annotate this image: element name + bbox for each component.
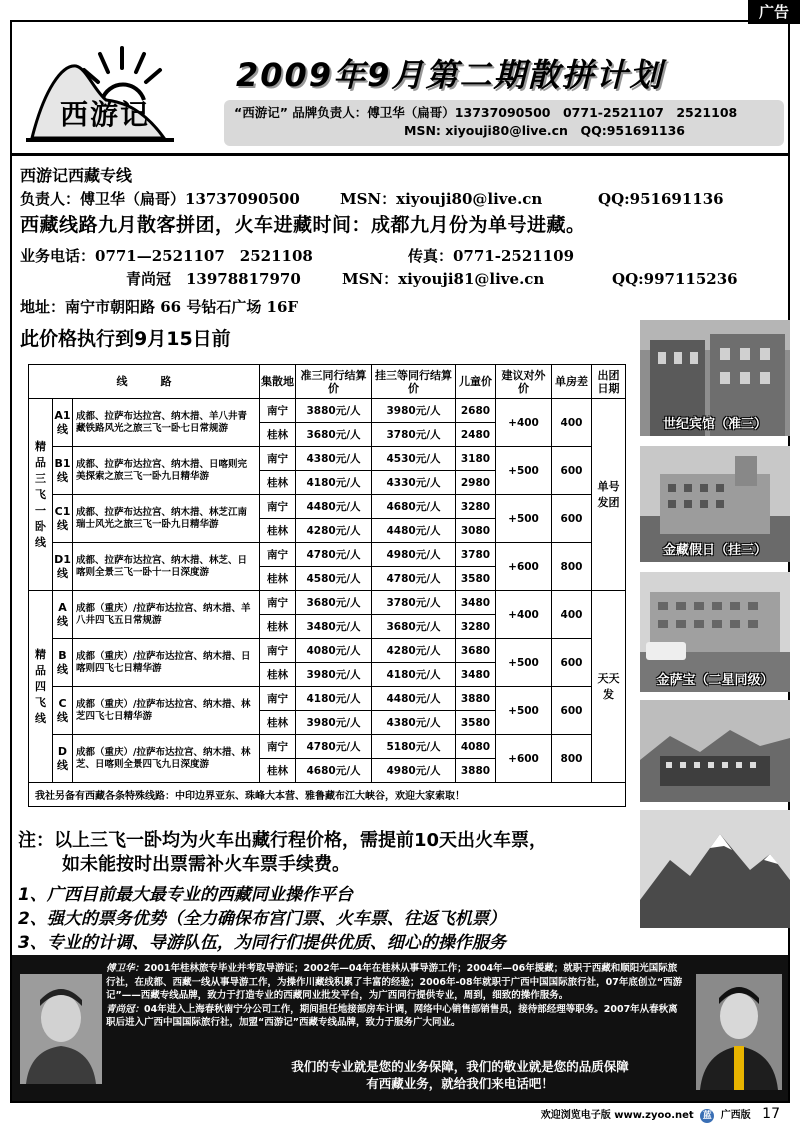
- photo-hotel-3: [640, 572, 790, 692]
- brand-contact-line1: 品牌负责人：傅卫华（扁哥）13737090500 0771-2521107 2521108: [292, 105, 738, 120]
- departure-city: 南宁: [260, 399, 296, 423]
- table-row: [29, 735, 626, 759]
- price-3star: 4680元/人: [296, 759, 372, 783]
- price-child: 3080: [456, 519, 496, 543]
- page-number: 17: [762, 1106, 780, 1122]
- price-3star: 3680元/人: [296, 591, 372, 615]
- table-row: [29, 447, 626, 471]
- price-3star-listed: 3980元/人: [372, 399, 456, 423]
- price-3star: 4480元/人: [296, 495, 372, 519]
- price-3star: 4780元/人: [296, 543, 372, 567]
- snow-mountain-image: [640, 810, 790, 928]
- departure-city: 桂林: [260, 471, 296, 495]
- price-3star-listed: 4530元/人: [372, 447, 456, 471]
- table-row: [29, 543, 626, 567]
- price-child: 2680: [456, 399, 496, 423]
- departure-schedule: 天天发: [592, 591, 626, 783]
- route-code: C1线: [53, 495, 73, 543]
- avatar-fu-weihua: [20, 974, 102, 1084]
- table-row: [29, 687, 626, 711]
- table-row: [29, 399, 626, 423]
- photo-caption-1: 世纪宾馆（准三）: [662, 417, 767, 432]
- logo-text: 西游记: [60, 98, 151, 131]
- price-3star-listed: 4480元/人: [372, 687, 456, 711]
- contact-msn: MSN：xiyouji80@live.cn: [340, 190, 543, 208]
- contact-msn-2: MSN：xiyouji81@live.cn: [342, 270, 545, 288]
- col-price-3-listed: 挂三等同行结算价: [372, 365, 456, 399]
- single-room-supplement: 800: [552, 735, 592, 783]
- price-3star: 4380元/人: [296, 447, 372, 471]
- single-room-supplement: 600: [552, 687, 592, 735]
- route-code: B1线: [53, 447, 73, 495]
- suggested-price: +500: [496, 687, 552, 735]
- price-3star-listed: 4180元/人: [372, 663, 456, 687]
- table-footnote-row: [29, 783, 626, 807]
- price-child: 3780: [456, 543, 496, 567]
- contact-qq: QQ:951691136: [598, 190, 724, 208]
- bio-paragraph-1: 2001年桂林旅专毕业并考取导游证；2002年—04年在桂林从事导游工作；2004年—06年援藏；就职于西藏和顺阳光国际旅行社，在成都、西藏一线从事导游工作，为操作川藏线积累了丰富的经验；2006年-08年就职于广西中国国际旅行社，07年底创立“西游记”——西藏专线品牌，致力于打造专业的西藏同业批发平台，为广西同行提供专业，周到，细致的操作服务。: [106, 963, 683, 1001]
- price-child: 3680: [456, 639, 496, 663]
- footer-edition: 广西版: [720, 1110, 751, 1121]
- departure-city: 桂林: [260, 663, 296, 687]
- price-3star: 4080元/人: [296, 639, 372, 663]
- departure-city: 南宁: [260, 495, 296, 519]
- photo-hotel-1: [640, 320, 790, 436]
- phone-line: [20, 245, 574, 266]
- group-name: 精品四飞线: [29, 591, 53, 783]
- ad-tag: 广告: [748, 0, 800, 24]
- suggested-price: +500: [496, 639, 552, 687]
- price-3star: 4780元/人: [296, 735, 372, 759]
- footer-website: 欢迎浏览电子版 www.zyoo.net: [540, 1110, 694, 1121]
- contact-line-2: [126, 268, 738, 289]
- group-name: 精品三飞一卧线: [29, 399, 53, 591]
- route-name: 成都、拉萨布达拉宫、纳木措、羊八井青藏铁路风光之旅三飞一卧七日常规游: [73, 399, 260, 447]
- contact-line-1: [20, 188, 724, 209]
- contact-qq-2: QQ:997115236: [612, 270, 738, 288]
- single-room-supplement: 600: [552, 639, 592, 687]
- price-3star: 3880元/人: [296, 399, 372, 423]
- route-code: D线: [53, 735, 73, 783]
- table-footnote: 我社另备有西藏各条特殊线路：中印边界亚东、珠峰大本营、雅鲁藏布江大峡谷，欢迎大家索取！: [29, 783, 626, 807]
- notice-line-1: 注：以上三飞一卧均为火车出藏行程价格，需提前10天出火车票，: [18, 830, 548, 851]
- price-child: 3480: [456, 591, 496, 615]
- schedule-note: 西藏线路九月散客拼团，火车进藏时间：成都九月份为单号进藏。: [20, 214, 586, 236]
- price-child: 3280: [456, 495, 496, 519]
- price-3star-listed: 4980元/人: [372, 759, 456, 783]
- price-3star-listed: 4980元/人: [372, 543, 456, 567]
- table-row: [29, 495, 626, 519]
- contact-person: 负责人：傅卫华（扁哥）13737090500: [20, 190, 300, 208]
- suggested-price: +600: [496, 543, 552, 591]
- slogan-line-1: 我们的专业就是您的业务保障，我们的敬业就是您的品质保障: [291, 1059, 629, 1074]
- route-name: 成都、拉萨布达拉宫、纳木措、日喀则完美探索之旅三飞一卧九日精华游: [73, 447, 260, 495]
- route-name: 成都（重庆）/拉萨布达拉宫、纳木措、日喀则四飞七日精华游: [73, 639, 260, 687]
- bio-text: [106, 962, 686, 1030]
- departure-city: 桂林: [260, 615, 296, 639]
- price-3star-listed: 3780元/人: [372, 423, 456, 447]
- departure-city: 南宁: [260, 639, 296, 663]
- single-room-supplement: 400: [552, 399, 592, 447]
- tibetan-temple-image: [640, 700, 790, 802]
- brand-contact-line2: MSN: xiyouji80@live.cn QQ:951691136: [404, 123, 685, 138]
- route-code: D1线: [53, 543, 73, 591]
- photo-caption-2: 金藏假日（挂三）: [662, 543, 767, 558]
- photo-temple: [640, 700, 790, 802]
- photo-caption-3: 金萨宝（二星同级）: [656, 673, 774, 688]
- price-3star: 4580元/人: [296, 567, 372, 591]
- address: 地址：南宁市朝阳路 66 号钻石广场 16F: [20, 298, 299, 316]
- price-3star-listed: 3680元/人: [372, 615, 456, 639]
- brand-contact-box: [224, 100, 784, 146]
- col-price-3: 准三同行结算价: [296, 365, 372, 399]
- col-route: 线 路: [29, 365, 260, 399]
- table-row: [29, 591, 626, 615]
- table-header-row: [29, 365, 626, 399]
- price-3star-listed: 5180元/人: [372, 735, 456, 759]
- col-departure: 出团日期: [592, 365, 626, 399]
- footer-badge-icon: 蓝: [700, 1109, 714, 1123]
- photo-mountain: [640, 810, 790, 928]
- price-child: 3480: [456, 663, 496, 687]
- route-table-body: [29, 399, 626, 783]
- person-portrait-icon: [696, 974, 782, 1090]
- suggested-price: +500: [496, 447, 552, 495]
- section-title: 西游记西藏专线: [20, 166, 133, 185]
- single-room-supplement: 600: [552, 495, 592, 543]
- price-3star: 3680元/人: [296, 423, 372, 447]
- price-3star-listed: 4480元/人: [372, 519, 456, 543]
- feature-1: 1、广西目前最大最专业的西藏同业操作平台: [18, 885, 353, 905]
- price-child: 3180: [456, 447, 496, 471]
- departure-city: 桂林: [260, 711, 296, 735]
- price-3star-listed: 3780元/人: [372, 591, 456, 615]
- route-name: 成都、拉萨布达拉宫、纳木措、林芝江南瑞士风光之旅三飞一卧九日精华游: [73, 495, 260, 543]
- fax: 传真：0771-2521109: [408, 247, 575, 265]
- price-3star-listed: 4280元/人: [372, 639, 456, 663]
- slogan-line-2: 有西藏业务，就给我们来电话吧！: [366, 1076, 554, 1091]
- price-child: 3580: [456, 567, 496, 591]
- col-city: 集散地: [260, 365, 296, 399]
- route-name: 成都、拉萨布达拉宫、纳木措、林芝、日喀则全景三飞一卧十一日深度游: [73, 543, 260, 591]
- price-child: 2480: [456, 423, 496, 447]
- departure-city: 桂林: [260, 567, 296, 591]
- suggested-price: +400: [496, 399, 552, 447]
- single-room-supplement: 600: [552, 447, 592, 495]
- price-3star: 4180元/人: [296, 471, 372, 495]
- departure-city: 桂林: [260, 423, 296, 447]
- photo-hotel-2: [640, 446, 790, 562]
- price-child: 2980: [456, 471, 496, 495]
- single-room-supplement: 800: [552, 543, 592, 591]
- feature-2: 2、强大的票务优势（全力确保布宫门票、火车票、往返飞机票）: [18, 909, 506, 929]
- price-child: 4080: [456, 735, 496, 759]
- route-code: C线: [53, 687, 73, 735]
- price-child: 3580: [456, 711, 496, 735]
- price-3star: 4180元/人: [296, 687, 372, 711]
- departure-city: 南宁: [260, 543, 296, 567]
- suggested-price: +500: [496, 495, 552, 543]
- person-portrait-icon: [20, 974, 102, 1084]
- route-price-table: [28, 364, 626, 807]
- price-3star-listed: 4780元/人: [372, 567, 456, 591]
- price-child: 3880: [456, 687, 496, 711]
- price-3star: 3480元/人: [296, 615, 372, 639]
- price-3star-listed: 4380元/人: [372, 711, 456, 735]
- price-3star: 4280元/人: [296, 519, 372, 543]
- price-3star: 3980元/人: [296, 663, 372, 687]
- route-name: 成都（重庆）/拉萨布达拉宫、纳木措、林芝、日喀则全景四飞九日深度游: [73, 735, 260, 783]
- route-name: 成都（重庆）/拉萨布达拉宫、纳木措、羊八井四飞五日常规游: [73, 591, 260, 639]
- single-room-supplement: 400: [552, 591, 592, 639]
- contact-person-2: 青尚冠 13978817970: [126, 270, 301, 288]
- notice-line-2: 如未能按时出票需补火车票手续费。: [62, 854, 350, 875]
- route-code: A线: [53, 591, 73, 639]
- route-code: B线: [53, 639, 73, 687]
- suggested-price: +400: [496, 591, 552, 639]
- bio-name-2: 青尚冠：: [106, 1003, 145, 1015]
- departure-city: 桂林: [260, 759, 296, 783]
- avatar-qing-shangguan: [696, 974, 782, 1090]
- price-child: 3880: [456, 759, 496, 783]
- header-divider: [12, 153, 788, 156]
- departure-schedule: 单号发团: [592, 399, 626, 591]
- bio-paragraph-2: 04年进入上海春秋南宁分公司工作，期间担任地接部房车计调，网络中心销售部销售员，接待部经理等职务。2007年从春秋离职后进入广西中国国际旅行社，加盟“西游记”西藏专线品牌，致力于服务广大同业。: [106, 1003, 678, 1028]
- col-single: 单房差: [552, 365, 592, 399]
- price-valid-note: 此价格执行到9月15日前: [20, 328, 231, 350]
- price-3star-listed: 4680元/人: [372, 495, 456, 519]
- price-child: 3280: [456, 615, 496, 639]
- route-code: A1线: [53, 399, 73, 447]
- feature-3: 3、专业的计调、导游队伍，为同行们提供优质、细心的操作服务: [18, 933, 506, 953]
- suggested-price: +600: [496, 735, 552, 783]
- departure-city: 南宁: [260, 591, 296, 615]
- footer: [541, 1106, 780, 1123]
- price-3star-listed: 4330元/人: [372, 471, 456, 495]
- table-row: [29, 639, 626, 663]
- col-child: 儿童价: [456, 365, 496, 399]
- route-name: 成都（重庆）/拉萨布达拉宫、纳木措、林芝四飞七日精华游: [73, 687, 260, 735]
- headline: 2009年9月第二期散拼计划: [236, 56, 664, 94]
- brand-name: “西游记”: [234, 105, 288, 120]
- business-phone: 业务电话：0771—2521107 2521108: [20, 247, 313, 265]
- departure-city: 南宁: [260, 735, 296, 759]
- departure-city: 桂林: [260, 519, 296, 543]
- price-3star: 3980元/人: [296, 711, 372, 735]
- bio-name-1: 傅卫华：: [106, 963, 145, 974]
- col-suggest: 建议对外价: [496, 365, 552, 399]
- departure-city: 南宁: [260, 687, 296, 711]
- departure-city: 南宁: [260, 447, 296, 471]
- slogan: [240, 1058, 680, 1092]
